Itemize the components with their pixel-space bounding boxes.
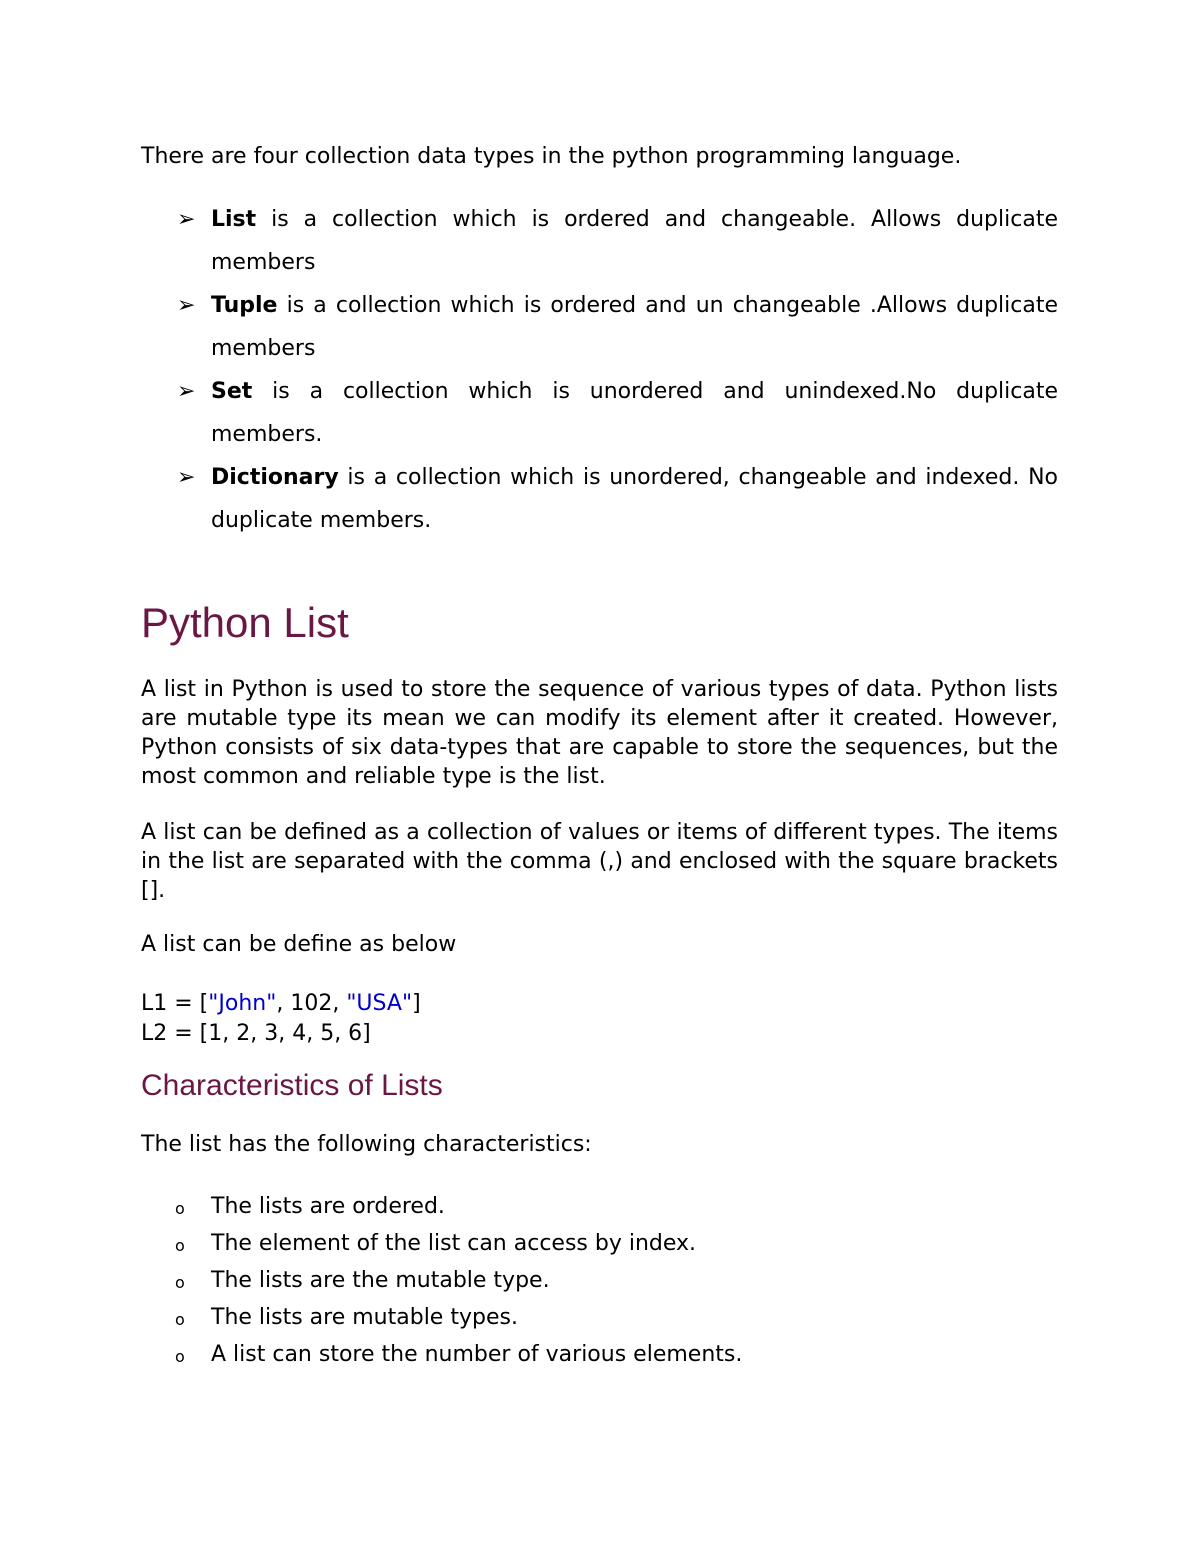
term-tuple: Tuple (211, 293, 278, 318)
paragraph-list-definition: A list can be defined as a collection of values or items of different types. The items in the list are separated with the comma (,) and enclosed with the square brackets []. (141, 820, 1058, 903)
list-item: o The element of the list can access by index. (141, 1225, 742, 1262)
term-description: is a collection which is ordered and changeable. Allows duplicate members (211, 207, 1058, 275)
term-description: is a collection which is unordered, changeable and indexed. No duplicate members. (211, 465, 1058, 533)
list-item-dictionary (141, 456, 1058, 542)
string-literal: "John" (208, 991, 277, 1016)
arrow-bullet-icon: ➢ (177, 465, 196, 490)
list-item-set (141, 370, 1058, 456)
intro-text: There are four collection data types in the python programming language. (141, 144, 962, 169)
circle-bullet-icon: o (175, 1273, 185, 1292)
term-description: is a collection which is ordered and un changeable .Allows duplicate members (211, 293, 1058, 361)
arrow-bullet-icon: ➢ (177, 207, 196, 232)
characteristics-list (141, 1188, 742, 1373)
string-literal: "USA" (346, 991, 413, 1016)
term-list: List (211, 207, 257, 232)
term-dictionary: Dictionary (211, 465, 339, 490)
characteristics-intro: The list has the following characteristics: (141, 1132, 592, 1157)
list-item: o The lists are ordered. (141, 1188, 742, 1225)
circle-bullet-icon: o (175, 1199, 185, 1218)
collection-types-list (141, 198, 1058, 542)
subsection-title: Characteristics of Lists (141, 1069, 443, 1102)
paragraph-define-below: A list can be define as below (141, 932, 457, 957)
code-line-2: L2 = [1, 2, 3, 4, 5, 6] (141, 1021, 371, 1046)
code-example (141, 989, 421, 1049)
list-item: o A list can store the number of various elements. (141, 1336, 742, 1373)
list-item-list (141, 198, 1058, 284)
term-description: is a collection which is unordered and unindexed.No duplicate members. (211, 379, 1058, 447)
circle-bullet-icon: o (175, 1310, 185, 1329)
paragraph-list-intro: A list in Python is used to store the sequence of various types of data. Python lists are mutable type its mean we can modify its element after it created. However, Python consists of six data-types that are capable to store the sequences, but the most common and reliable type is the list. (141, 677, 1058, 789)
code-line-1: L1 = ["John", 102, "USA"] (141, 991, 421, 1016)
arrow-bullet-icon: ➢ (177, 379, 196, 404)
term-set: Set (211, 379, 253, 404)
section-title: Python List (141, 599, 349, 646)
list-item: o The lists are mutable types. (141, 1299, 742, 1336)
arrow-bullet-icon: ➢ (177, 293, 196, 318)
list-item: o The lists are the mutable type. (141, 1262, 742, 1299)
circle-bullet-icon: o (175, 1236, 185, 1255)
list-item-tuple (141, 284, 1058, 370)
circle-bullet-icon: o (175, 1347, 185, 1366)
